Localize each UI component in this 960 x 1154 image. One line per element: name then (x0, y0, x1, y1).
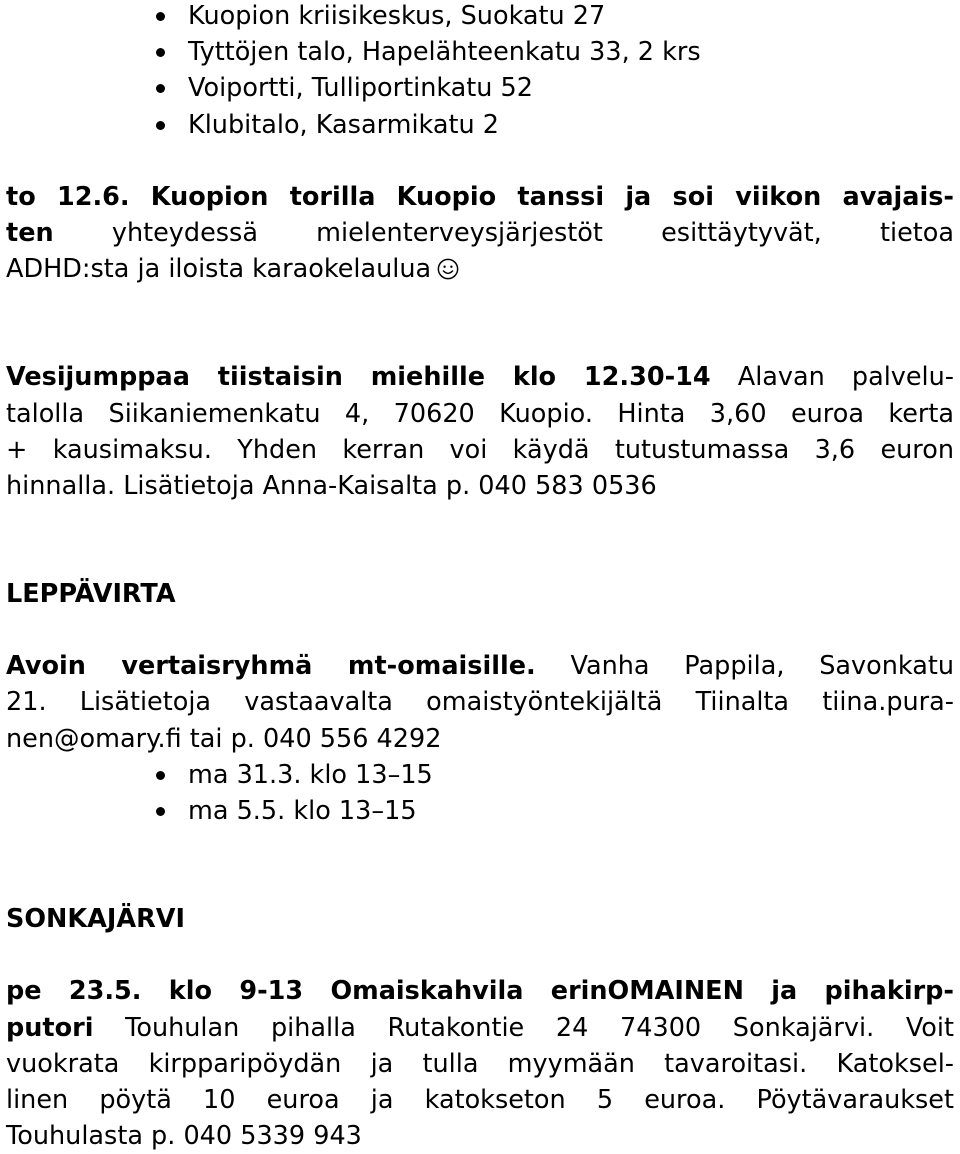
paragraph-text: ADHD:sta ja iloista karaokelaulua (6, 254, 432, 285)
paragraph-text: Touhulan pihalla Rutakontie 24 74300 Sonkajärvi. Voit (93, 1012, 954, 1043)
list-item-text: Klubitalo, Kasarmikatu 2 (188, 109, 499, 140)
paragraph-line (6, 973, 954, 1009)
paragraph-line (6, 648, 954, 684)
event-title-end: ten (6, 217, 54, 248)
paragraph-text: Touhulasta p. 040 5339 943 (6, 1121, 362, 1152)
event-title: Vesijumppaa tiistaisin miehille klo 12.30-14 (6, 362, 711, 393)
paragraph-line (6, 721, 954, 757)
list-item (6, 757, 954, 793)
paragraph-text: talolla Siikaniemenkatu 4, 70620 Kuopio. Hinta 3,60 euroa kerta (6, 398, 954, 429)
paragraph-text: Alavan palvelu- (710, 362, 955, 393)
list-item-text: Kuopion kriisikeskus, Suokatu 27 (188, 1, 606, 31)
paragraph-text: Vanha Pappila, Savonkatu (535, 651, 954, 682)
paragraph-text: nen@omary.fi tai p. 040 556 4292 (6, 723, 442, 754)
bullet-icon (156, 771, 165, 780)
event-title: Avoin vertaisryhmä mt-omaisille. (6, 651, 536, 682)
smiley-face-icon (437, 258, 459, 280)
paragraph-line (6, 179, 954, 215)
event-title: pe 23.5. klo 9-13 Omaiskahvila erinOMAINEN ja pihakirp- (6, 976, 954, 1007)
section-heading-sonkajarvi: SONKAJÄRVI (6, 904, 185, 935)
paragraph-line (6, 396, 954, 432)
vesijumppa-paragraph (6, 359, 954, 504)
paragraph-line (6, 251, 954, 287)
list-item (6, 107, 954, 143)
event-title: to 12.6. Kuopion torilla Kuopio tanssi ja soi viikon avajais- (6, 181, 954, 212)
list-item-text: ma 31.3. klo 13–15 (188, 759, 433, 790)
paragraph-text: + kausimaksu. Yhden kerran voi käydä tutustumassa 3,6 euron (6, 434, 954, 465)
paragraph-line (6, 215, 954, 251)
paragraph-line (6, 359, 954, 395)
paragraph-line (6, 1082, 954, 1118)
sonkajarvi-paragraph (6, 973, 954, 1154)
list-item-text: ma 5.5. klo 13–15 (188, 796, 417, 826)
date-list (6, 757, 954, 829)
paragraph-text: yhteydessä mielenterveysjärjestöt esittäytyvät, tietoa (53, 217, 954, 248)
list-item (6, 793, 954, 829)
paragraph-line (6, 432, 954, 468)
list-item (6, 0, 954, 34)
paragraph-text: 21. Lisätietoja vastaavalta omaistyöntekijältä Tiinalta tiina.pura- (6, 687, 954, 718)
document-page (6, 0, 954, 1154)
paragraph-line (6, 1118, 954, 1154)
paragraph-line (6, 1010, 954, 1046)
list-item-text: Tyttöjen talo, Hapelähteenkatu 33, 2 krs (188, 37, 701, 68)
paragraph-line (6, 468, 954, 504)
bullet-icon (156, 12, 165, 21)
section-heading-leppavirta: LEPPÄVIRTA (6, 579, 176, 610)
bullet-icon (156, 807, 165, 816)
event-title-end: putori (6, 1012, 94, 1043)
paragraph-line (6, 1046, 954, 1082)
bullet-icon (156, 48, 165, 57)
paragraph-text: linen pöytä 10 euroa ja katokseton 5 euroa. Pöytävaraukset (6, 1084, 954, 1115)
bullet-icon (156, 84, 165, 93)
paragraph-line (6, 684, 954, 720)
list-item-text: Voiportti, Tulliportinkatu 52 (188, 73, 534, 104)
paragraph-text: hinnalla. Lisätietoja Anna-Kaisalta p. 040 583 0536 (6, 470, 657, 501)
list-item (6, 34, 954, 70)
leppavirta-paragraph (6, 648, 954, 757)
torilla-paragraph (6, 179, 954, 288)
location-list (6, 0, 954, 143)
bullet-icon (156, 121, 165, 130)
paragraph-text: vuokrata kirpparipöydän ja tulla myymään tavaroitasi. Katoksel- (6, 1048, 954, 1079)
list-item (6, 70, 954, 106)
